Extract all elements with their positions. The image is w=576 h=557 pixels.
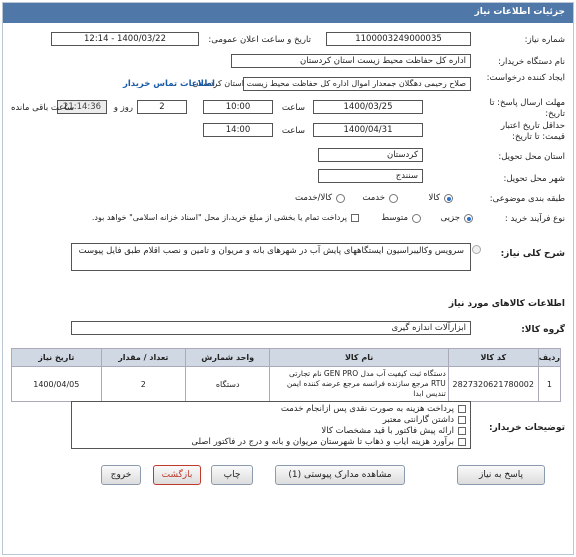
- summary-field: سرویس وکالیبراسیون ایستگاههای پایش آب در شهرهای بانه و مریوان و تامین و نصب اقلام طبق فایل پیوست: [71, 243, 471, 271]
- note-text-3: ارائه پیش فاکتور با قید مشخصات کالا: [321, 426, 454, 436]
- validity-time-field: 14:00: [203, 123, 273, 137]
- reply-time-label: ساعت: [281, 103, 305, 113]
- print-button[interactable]: چاپ: [211, 465, 253, 485]
- days-field: 2: [137, 100, 187, 114]
- category-radio-service[interactable]: [389, 194, 398, 203]
- process-radio-minor[interactable]: [464, 214, 473, 223]
- col-code-header: کد کالا: [448, 349, 538, 367]
- note-item-4: [76, 437, 466, 448]
- goods-table: [11, 348, 561, 402]
- cell-date: 1400/04/05: [12, 367, 102, 402]
- exit-button[interactable]: خروج: [101, 465, 141, 485]
- city-label: شهر محل تحویل:: [503, 174, 565, 184]
- cell-code: 2827320621780002: [448, 367, 538, 402]
- category-option-goods-service: کالا/خدمت: [295, 193, 332, 203]
- table-row[interactable]: [12, 367, 561, 402]
- creator-field: صلاح رحیمی دهگلان جمعدار اموال اداره کل حفاظت محیط زیست استان کردستان: [243, 77, 471, 91]
- remaining-label: ساعت باقی مانده: [11, 103, 75, 113]
- table-header-row: [12, 349, 561, 367]
- validity-time-label: ساعت: [281, 126, 305, 136]
- announce-field: 1400/03/22 - 12:14: [51, 32, 199, 46]
- buyer-org-field: اداره کل حفاظت محیط زیست استان کردستان: [231, 54, 471, 68]
- note-item-1: [76, 404, 466, 415]
- attachments-button[interactable]: مشاهده مدارک پیوستی (1): [275, 465, 405, 485]
- col-name-header: نام کالا: [270, 349, 448, 367]
- cell-unit: دستگاه: [185, 367, 269, 402]
- reply-deadline-label: مهلت ارسال پاسخ: تا تاریخ:: [489, 98, 565, 119]
- reply-button[interactable]: پاسخ به نیاز: [457, 465, 545, 485]
- province-field: کردستان: [318, 148, 423, 162]
- col-date-header: تاریخ نیاز: [12, 349, 102, 367]
- validity-date-field: 1400/04/31: [313, 123, 423, 137]
- cell-name: دستگاه ثبت کیفیت آب مدل GEN PRO نام تجارتی RTU مرجع سازنده فرانسه مرجع عرضه کننده ایمن تندیس ابدا: [270, 367, 448, 402]
- validity-label: حداقل تاریخ اعتبار قیمت: تا تاریخ:: [500, 121, 565, 142]
- days-label: روز و: [113, 103, 133, 113]
- note-item-3: [76, 426, 466, 437]
- announce-label: تاریخ و ساعت اعلان عمومی:: [208, 35, 311, 45]
- notes-box: [71, 401, 471, 449]
- buyer-org-label: نام دستگاه خریدار:: [498, 57, 565, 67]
- note-text-4: برآورد هزینه ایاب و ذهاب تا شهرستان مریوان و بانه و درج در فاکتور اصلی: [191, 437, 454, 447]
- category-label: طبقه بندی موضوعی:: [489, 194, 565, 204]
- category-radio-goods[interactable]: [444, 194, 453, 203]
- goods-group-label: گروه کالا:: [521, 325, 565, 335]
- back-button[interactable]: بازگشت: [153, 465, 201, 485]
- process-option-minor: جزیی: [440, 213, 460, 223]
- need-number-label: شماره نیاز:: [524, 35, 565, 45]
- col-row-header: ردیف: [538, 349, 560, 367]
- col-qty-header: تعداد / مقدار: [101, 349, 185, 367]
- treasury-checkbox[interactable]: [351, 214, 359, 222]
- col-unit-header: واحد شمارش: [185, 349, 269, 367]
- creator-label: ایجاد کننده درخواست:: [486, 73, 565, 83]
- goods-section-title: اطلاعات کالاهای مورد نیاز: [448, 299, 565, 309]
- need-details-panel: [2, 2, 574, 555]
- need-number-field: 1100003249000035: [326, 32, 471, 46]
- category-radio-goods-service[interactable]: [336, 194, 345, 203]
- category-option-goods: کالا: [428, 193, 440, 203]
- note-text-1: پرداخت هزینه به صورت نقدی پس ازانجام خدمت: [280, 404, 454, 414]
- cell-row: 1: [538, 367, 560, 402]
- process-radio-medium[interactable]: [412, 214, 421, 223]
- category-option-service: خدمت: [362, 193, 385, 203]
- treasury-note: پرداخت تمام یا بخشی از مبلغ خرید،از محل "اسناد خزانه اسلامی" خواهد بود.: [91, 213, 347, 222]
- buyer-contact-link[interactable]: اطلاعات تماس خریدار: [123, 79, 215, 89]
- province-label: استان محل تحویل:: [498, 152, 565, 162]
- process-label: نوع فرآیند خرید :: [504, 214, 565, 224]
- panel-header: جزئیات اطلاعات نیاز: [3, 3, 573, 23]
- goods-group-field: ابزارآلات اندازه گیری: [71, 321, 471, 335]
- cell-qty: 2: [101, 367, 185, 402]
- reply-date-field: 1400/03/25: [313, 100, 423, 114]
- reply-time-field: 10:00: [203, 100, 273, 114]
- note-text-2: داشتن گارانتی معتبر: [382, 415, 454, 425]
- info-icon: [472, 245, 481, 254]
- process-option-medium: متوسط: [381, 213, 408, 223]
- remaining-time-field: 21:14:36: [57, 100, 107, 114]
- summary-label: شرح کلی نیاز:: [500, 249, 565, 259]
- notes-label: توضیحات خریدار:: [489, 423, 565, 433]
- city-field: سنندج: [318, 169, 423, 183]
- note-item-2: [76, 415, 466, 426]
